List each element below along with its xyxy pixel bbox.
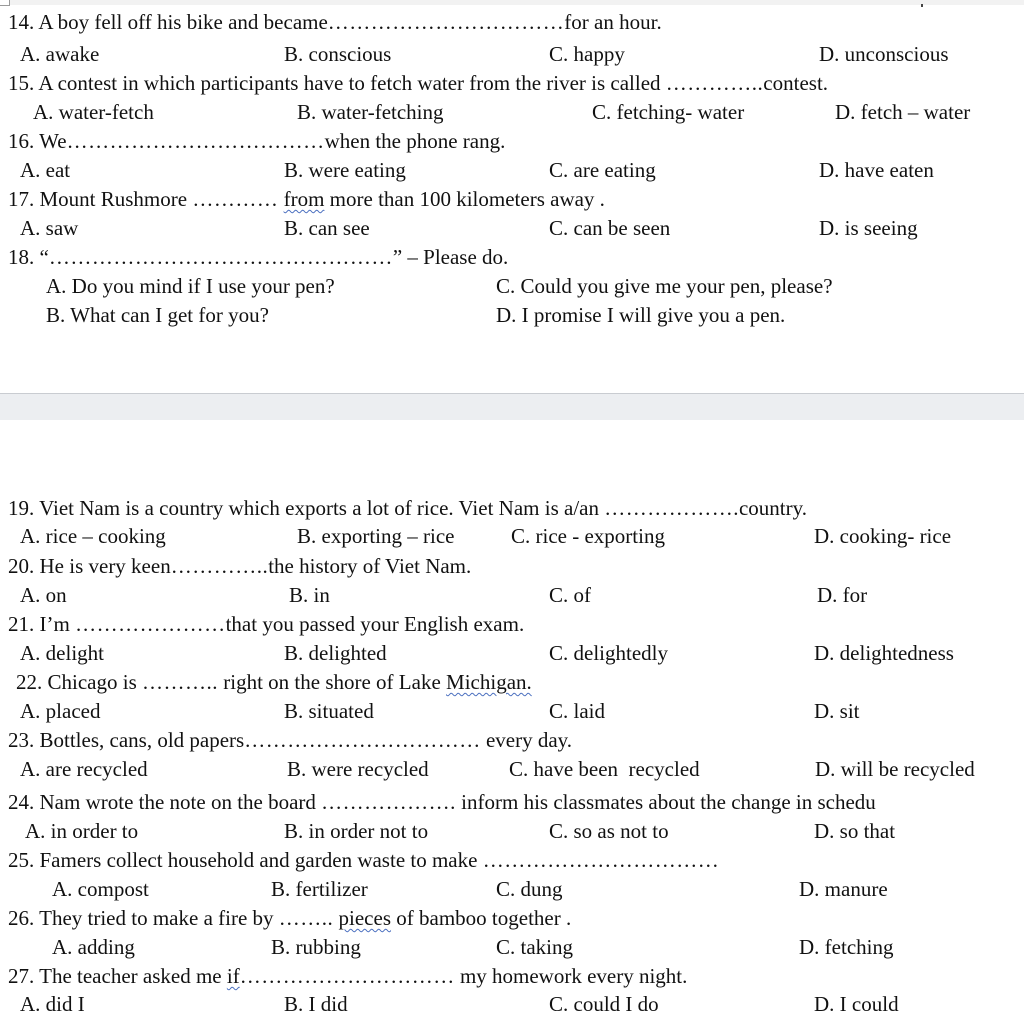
question-18-option-b: B. What can I get for you? [46,303,269,327]
question-21-option-c: C. delightedly [549,641,668,665]
question-24-option-b: B. in order not to [284,819,429,843]
page-break-gap [0,393,1024,422]
question-26-stem: 26. They tried to make a fire by …….. pieces of bamboo together . [8,906,572,930]
question-18-option-a: A. Do you mind if I use your pen? [46,274,335,298]
question-21-option-a: A. delight [20,641,104,665]
question-21-option-b: B. delighted [284,641,387,665]
question-26-option-a: A. adding [52,935,135,959]
spellcheck-underlined-word: from [283,187,325,211]
question-23-option-a: A. are recycled [20,757,148,781]
question-14-option-d: D. unconscious [819,42,949,66]
question-18-option-c: C. Could you give me your pen, please? [496,274,833,298]
spellcheck-underlined-word: Michigan. [446,670,532,694]
question-23-option-d: D. will be recycled [815,757,975,781]
question-24-option-d: D. so that [814,819,896,843]
question-15-option-b: B. water-fetching [297,100,444,124]
question-25-option-b: B. fertilizer [271,877,368,901]
question-23-stem: 23. Bottles, cans, old papers…………………………… every day. [8,728,573,752]
question-22-option-c: C. laid [549,699,605,723]
question-25-option-c: C. dung [496,877,563,901]
question-15-stem: 15. A contest in which participants have to fetch water from the river is called …………..contest. [8,71,829,95]
document-page-1 [0,0,1024,393]
question-19-option-d: D. cooking- rice [814,524,952,548]
question-18-stem: 18. “…………………………………………” – Please do. [8,245,509,269]
question-23-option-c: C. have been recycled [509,757,700,781]
question-23-option-b: B. were recycled [287,757,429,781]
question-26-option-c: C. taking [496,935,573,959]
spellcheck-underlined-word: pieces [338,906,392,930]
question-26-option-d: D. fetching [799,935,894,959]
question-15-option-d: D. fetch – water [835,100,971,124]
question-24-stem: 24. Nam wrote the note on the board ………………. inform his classmates about the change in schedu [8,790,876,814]
question-25-stem: 25. Famers collect household and garden waste to make …………………………… [8,848,720,872]
question-16-option-a: A. eat [20,158,71,182]
question-20-option-a: A. on [20,583,67,607]
question-27-option-a: A. did I [20,992,85,1016]
question-24-option-a: A. in order to [25,819,139,843]
question-15-option-a: A. water-fetch [33,100,154,124]
question-22-option-d: D. sit [814,699,860,723]
question-20-option-b: B. in [289,583,330,607]
question-27-option-d: D. I could [814,992,899,1016]
question-24-option-c: C. so as not to [549,819,669,843]
question-25-option-d: D. manure [799,877,888,901]
question-16-option-d: D. have eaten [819,158,934,182]
question-21-stem: 21. I’m …………………that you passed your English exam. [8,612,525,636]
question-27-stem: 27. The teacher asked me if………………………… my homework every night. [8,964,688,988]
question-26-option-b: B. rubbing [271,935,361,959]
question-18-option-d: D. I promise I will give you a pen. [496,303,786,327]
question-17-stem: 17. Mount Rushmore ………… from more than 100 kilometers away . [8,187,605,211]
question-14-option-c: C. happy [549,42,625,66]
question-21-option-d: D. delightedness [814,641,954,665]
question-17-option-b: B. can see [284,216,370,240]
question-22-stem: 22. Chicago is ……….. right on the shore of Lake Michigan. [16,670,532,694]
question-17-option-d: D. is seeing [819,216,918,240]
question-14-stem: 14. A boy fell off his bike and became……………………………for an hour. [8,10,662,34]
question-20-stem: 20. He is very keen…………..the history of Viet Nam. [8,554,472,578]
question-16-stem: 16. We………………………………when the phone rang. [8,129,506,153]
question-22-option-a: A. placed [20,699,101,723]
question-14-option-a: A. awake [20,42,100,66]
question-25-option-a: A. compost [52,877,149,901]
question-19-option-c: C. rice - exporting [511,524,665,548]
spellcheck-underlined-word: if [226,964,240,988]
question-17-option-a: A. saw [20,216,79,240]
question-19-stem: 19. Viet Nam is a country which exports a lot of rice. Viet Nam is a/an ……………….country. [8,496,808,520]
question-16-option-b: B. were eating [284,158,406,182]
page-top-edge [0,0,1024,5]
question-20-option-c: C. of [549,583,591,607]
document-page-2 [0,420,1024,1018]
question-15-option-c: C. fetching- water [592,100,745,124]
question-27-option-b: B. I did [284,992,348,1016]
question-22-option-b: B. situated [284,699,374,723]
question-14-option-b: B. conscious [284,42,392,66]
text-boundary-corner [0,0,10,6]
question-19-option-b: B. exporting – rice [297,524,455,548]
question-19-option-a: A. rice – cooking [20,524,166,548]
question-17-option-c: C. can be seen [549,216,671,240]
cursor-mark [921,4,923,7]
question-20-option-d: D. for [817,583,868,607]
question-16-option-c: C. are eating [549,158,656,182]
question-27-option-c: C. could I do [549,992,659,1016]
